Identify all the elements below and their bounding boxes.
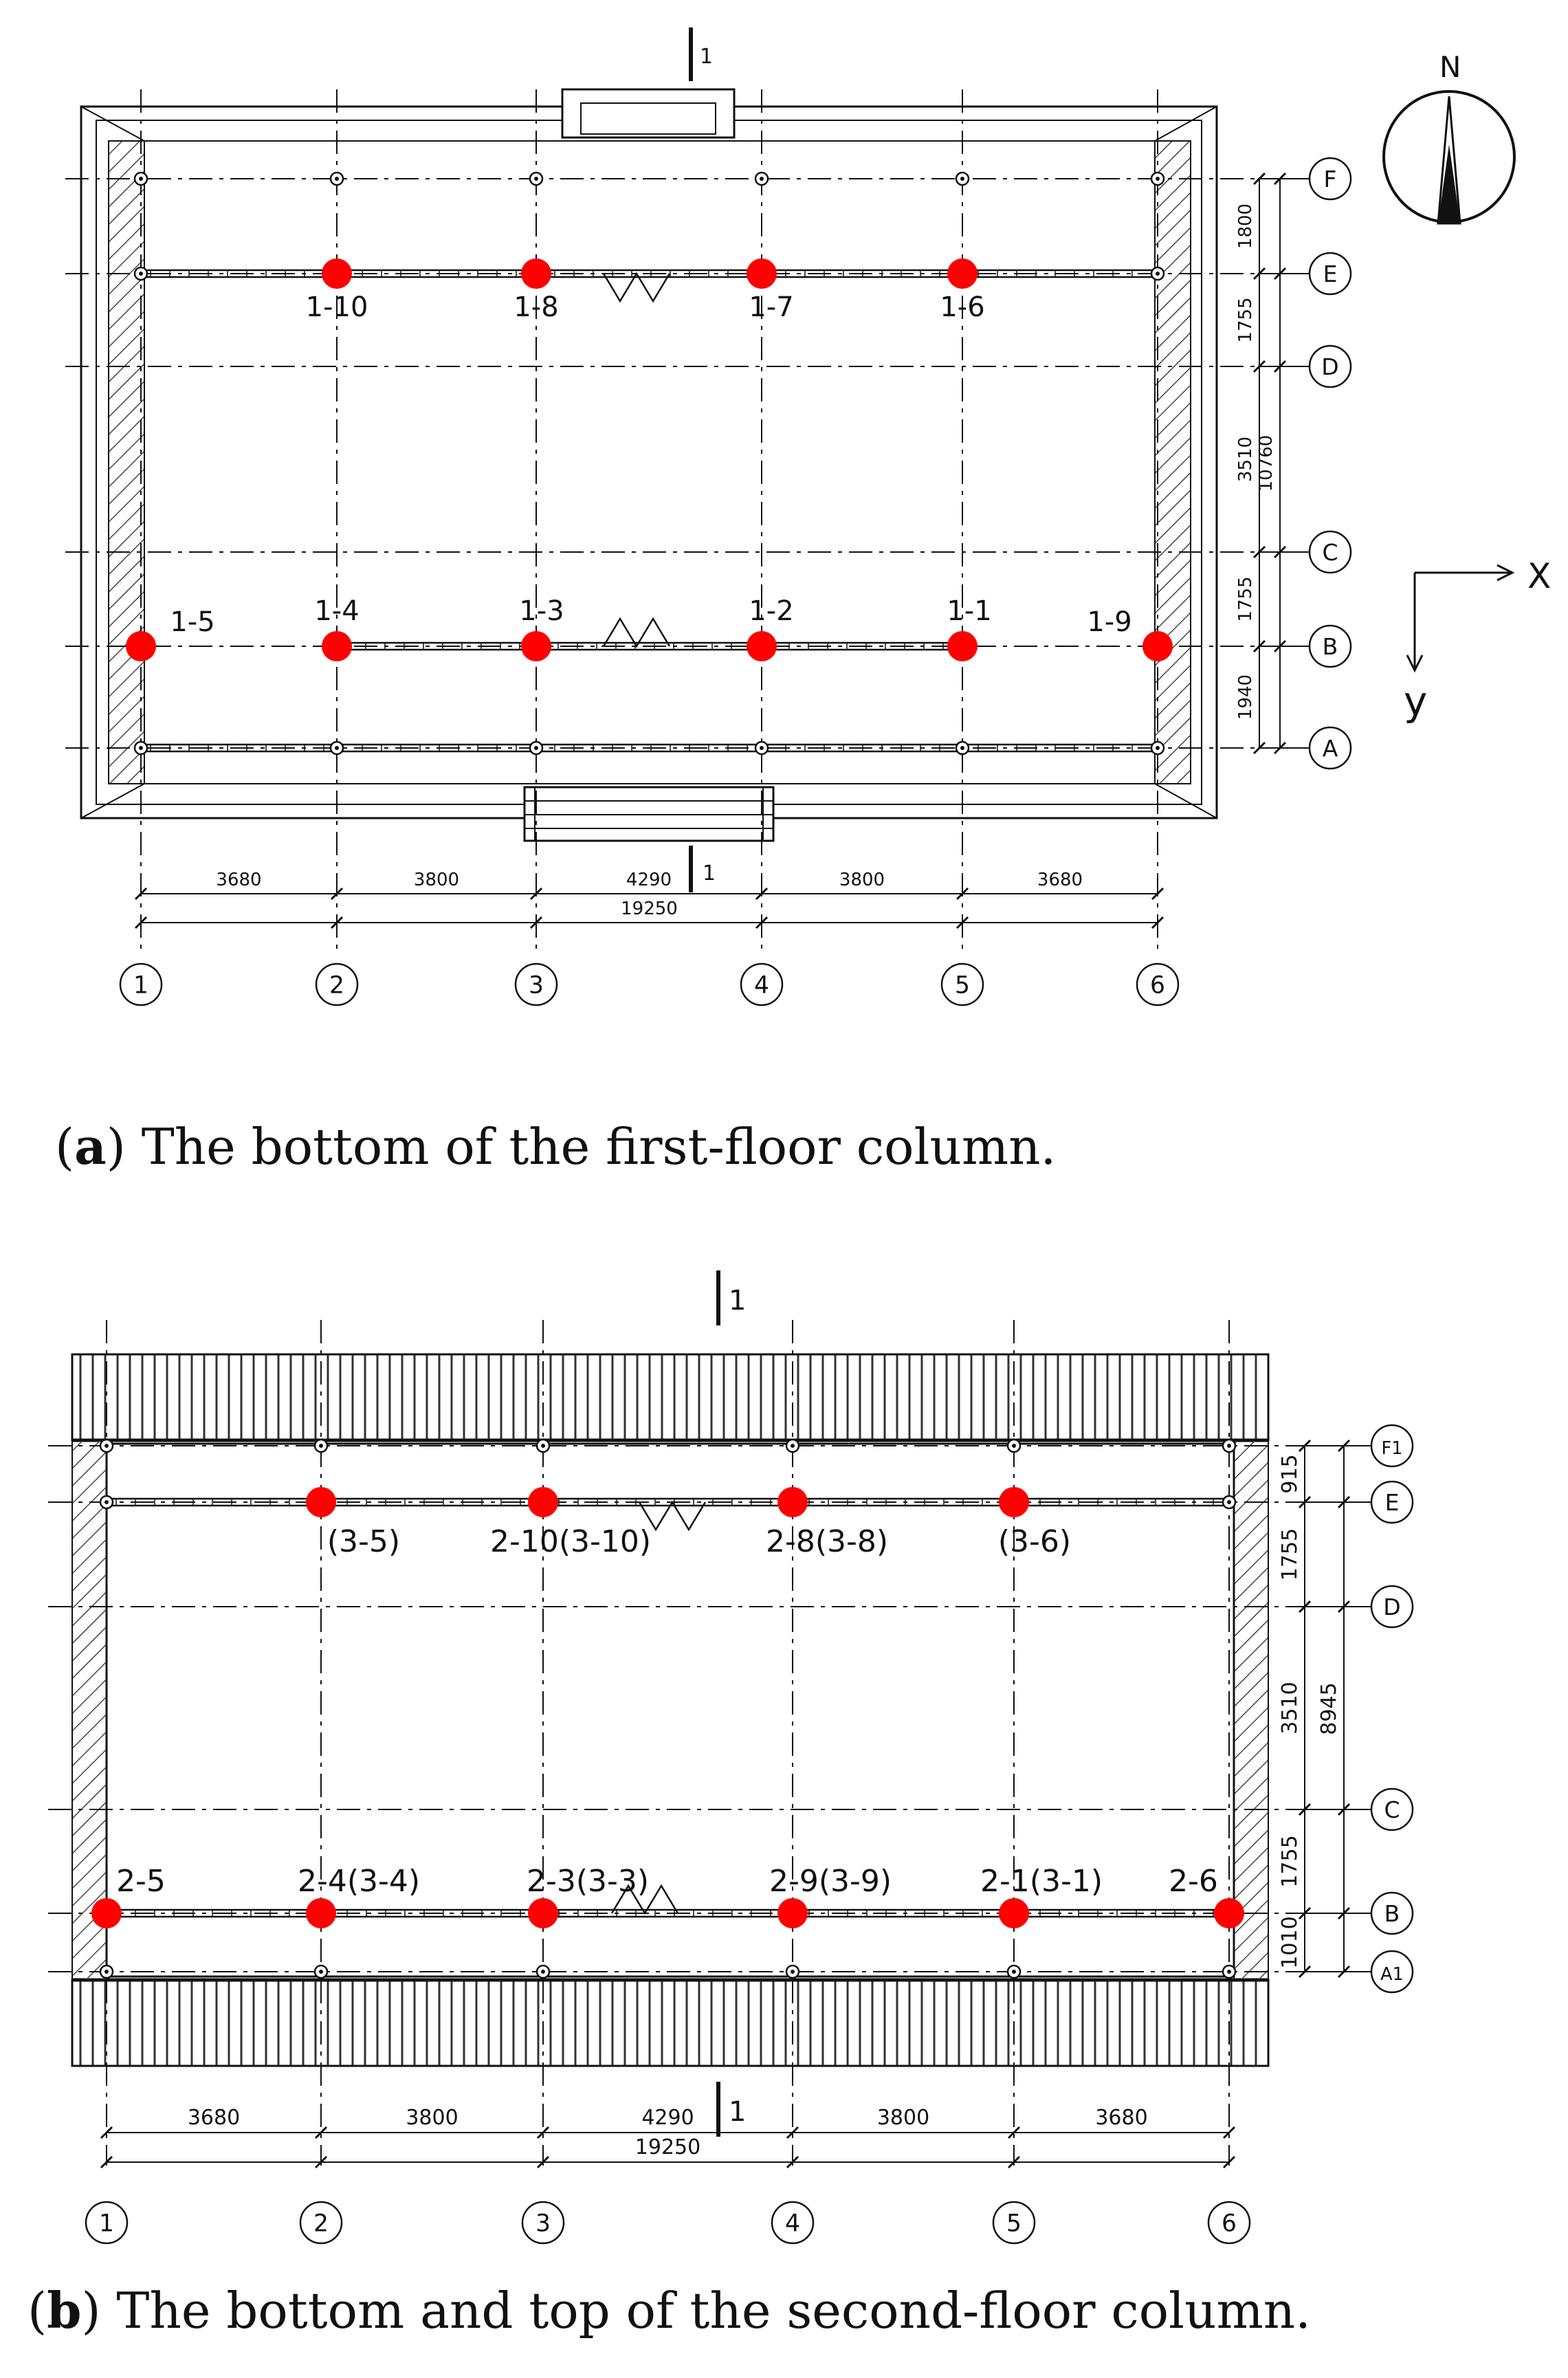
measurement-point-label: (3-6): [997, 1524, 1072, 1559]
measurement-point-label: 1-10: [305, 291, 368, 323]
row-dimension: 1755: [1235, 576, 1256, 622]
grid-col-label: 4: [785, 2210, 800, 2238]
measurement-point-label: 1-1: [947, 595, 992, 627]
grid-row-label: E: [1323, 261, 1338, 287]
north-label: N: [1439, 50, 1461, 84]
column-marker-dot: [760, 746, 764, 750]
measurement-point-label: 2-5: [116, 1864, 166, 1899]
caption-a-text: The bottom of the first-floor column.: [125, 1118, 1057, 1176]
grid-row-label: E: [1384, 1489, 1400, 1516]
measurement-point-label: 2-3(3-3): [526, 1864, 650, 1899]
column-marker-dot: [1156, 746, 1160, 750]
total-width-dimension: 19250: [634, 2135, 701, 2159]
column-marker-dot: [791, 1970, 795, 1974]
section-cut-marker-top: 1: [729, 1285, 747, 1317]
span-dimension: 3680: [1095, 2106, 1148, 2130]
measurement-point-marker: [322, 258, 352, 289]
measurement-point-label: 2-10(3-10): [489, 1524, 652, 1559]
column-marker-dot: [104, 1970, 109, 1974]
section-cut-marker-bottom: 1: [703, 861, 716, 885]
column-marker-dot: [335, 746, 339, 750]
column-marker-dot: [1227, 1444, 1231, 1448]
measurement-point-marker: [1214, 1898, 1244, 1928]
grid-row-label: D: [1383, 1594, 1401, 1620]
measurement-point-label: 1-8: [514, 291, 559, 323]
total-depth-dimension: 10760: [1256, 434, 1277, 492]
span-dimension: 3800: [406, 2106, 459, 2130]
column-marker-dot: [104, 1444, 109, 1448]
column-marker-dot: [139, 177, 143, 181]
column-marker-dot: [104, 1500, 109, 1504]
measurement-point-label: 1-9: [1087, 606, 1132, 638]
grid-col-label: 2: [329, 971, 344, 1000]
row-dimension: 1755: [1278, 1528, 1302, 1581]
measurement-point-label: 2-1(3-1): [980, 1864, 1103, 1899]
measurement-point-label: 2-6: [1169, 1864, 1218, 1899]
column-marker-dot: [960, 746, 964, 750]
total-depth-dimension: 8945: [1317, 1682, 1341, 1735]
row-dimension: 3510: [1278, 1682, 1302, 1735]
grid-col-label: 3: [535, 2210, 551, 2238]
section-cut-marker-bottom: 1: [729, 2096, 747, 2128]
span-dimension: 3800: [839, 870, 885, 890]
measurement-point-marker: [999, 1487, 1029, 1517]
measurement-point-marker: [999, 1898, 1029, 1928]
column-marker-dot: [319, 1444, 323, 1448]
column-marker-dot: [139, 272, 143, 276]
column-marker-dot: [1156, 177, 1160, 181]
column-marker-dot: [960, 177, 964, 181]
caption-a-letter: a: [74, 1117, 107, 1176]
span-dimension: 3800: [413, 870, 460, 890]
row-dimension: 1800: [1235, 203, 1256, 250]
measurement-point-marker: [947, 631, 978, 661]
span-dimension: 3680: [187, 2106, 241, 2130]
measurement-point-label: 1-6: [940, 291, 985, 323]
column-marker-dot: [791, 1444, 795, 1448]
measurement-point-marker: [1142, 631, 1173, 661]
column-marker-dot: [1227, 1970, 1231, 1974]
column-marker-dot: [1227, 1500, 1231, 1504]
column-marker-dot: [1012, 1444, 1016, 1448]
measurement-point-marker: [777, 1898, 808, 1928]
measurement-point-marker: [528, 1898, 558, 1928]
grid-col-label: 6: [1222, 2210, 1237, 2238]
span-dimension: 4290: [626, 870, 672, 890]
measurement-point-marker: [747, 631, 777, 661]
caption-b-letter: b: [47, 2281, 82, 2340]
grid-col-label: 1: [99, 2210, 114, 2238]
measurement-point-marker: [306, 1487, 336, 1517]
total-width-dimension: 19250: [621, 899, 678, 919]
second-floor-plan: [48, 1270, 1413, 2243]
measurement-point-marker: [306, 1898, 336, 1928]
grid-row-label: B: [1322, 633, 1338, 660]
row-dimension: 1940: [1235, 674, 1256, 720]
span-dimension: 3680: [216, 870, 262, 890]
measurement-point-marker: [322, 631, 352, 661]
measurement-point-label: (3-5): [327, 1524, 401, 1559]
row-dimension: 915: [1278, 1454, 1302, 1494]
grid-col-label: 5: [1006, 2210, 1022, 2238]
measurement-point-marker: [521, 631, 551, 661]
grid-col-label: 6: [1150, 971, 1165, 1000]
span-dimension: 3680: [1037, 870, 1083, 890]
column-marker-dot: [335, 177, 339, 181]
column-marker-dot: [534, 177, 538, 181]
grid-row-label: F: [1323, 166, 1337, 192]
column-marker-dot: [1156, 272, 1160, 276]
column-marker-dot: [541, 1444, 545, 1448]
axis-x-label: X: [1527, 556, 1552, 596]
measurement-point-label: 1-2: [749, 595, 794, 627]
measurement-point-marker: [777, 1487, 808, 1517]
measurement-point-label: 1-3: [519, 595, 564, 627]
span-dimension: 4290: [641, 2106, 694, 2130]
column-marker-dot: [319, 1970, 323, 1974]
measurement-point-marker: [747, 258, 777, 289]
grid-col-label: 2: [313, 2210, 329, 2238]
measurement-point-label: 1-7: [749, 291, 794, 323]
measurement-point-label: 2-4(3-4): [297, 1864, 421, 1899]
grid-row-label: C: [1322, 539, 1338, 566]
grid-row-label: A1: [1380, 1964, 1404, 1985]
row-dimension: 1755: [1235, 297, 1256, 343]
column-marker-dot: [541, 1970, 545, 1974]
grid-row-label: F1: [1381, 1438, 1403, 1459]
column-marker-dot: [534, 746, 538, 750]
first-floor-plan: [65, 27, 1551, 1005]
grid-row-label: C: [1384, 1796, 1400, 1823]
grid-col-label: 4: [754, 971, 769, 1000]
grid-col-label: 1: [133, 971, 148, 1000]
measurement-point-marker: [91, 1898, 122, 1928]
grid-col-label: 3: [529, 971, 544, 1000]
row-dimension: 1755: [1278, 1835, 1302, 1888]
caption-b: (b) The bottom and top of the second-floor column.: [27, 2281, 1311, 2340]
caption-a: (a) The bottom of the first-floor column.: [55, 1117, 1057, 1176]
grid-row-label: A: [1322, 735, 1338, 762]
column-marker-dot: [1012, 1970, 1016, 1974]
grid-row-label: B: [1384, 1900, 1400, 1927]
grid-col-label: 5: [955, 971, 970, 1000]
north-arrow-icon: [1384, 91, 1514, 223]
column-marker-dot: [760, 177, 764, 181]
measurement-point-marker: [528, 1487, 558, 1517]
measurement-point-marker: [947, 258, 978, 289]
axis-y-label: y: [1404, 678, 1428, 725]
grid-row-label: D: [1321, 353, 1339, 380]
span-dimension: 3800: [876, 2106, 930, 2130]
measurement-point-marker: [521, 258, 551, 289]
column-marker-dot: [139, 746, 143, 750]
row-dimension: 3510: [1235, 436, 1256, 483]
row-dimension: 1010: [1278, 1916, 1302, 1969]
axis-indicator-icon: [1407, 565, 1512, 670]
measurement-point-label: 2-9(3-9): [769, 1864, 892, 1899]
measurement-point-label: 1-4: [314, 595, 360, 627]
caption-b-text: The bottom and top of the second-floor column.: [100, 2282, 1311, 2340]
measurement-point-label: 1-5: [170, 606, 215, 638]
section-cut-marker-top: 1: [700, 45, 714, 69]
measurement-point-label: 2-8(3-8): [765, 1524, 889, 1559]
measurement-point-marker: [126, 631, 156, 661]
